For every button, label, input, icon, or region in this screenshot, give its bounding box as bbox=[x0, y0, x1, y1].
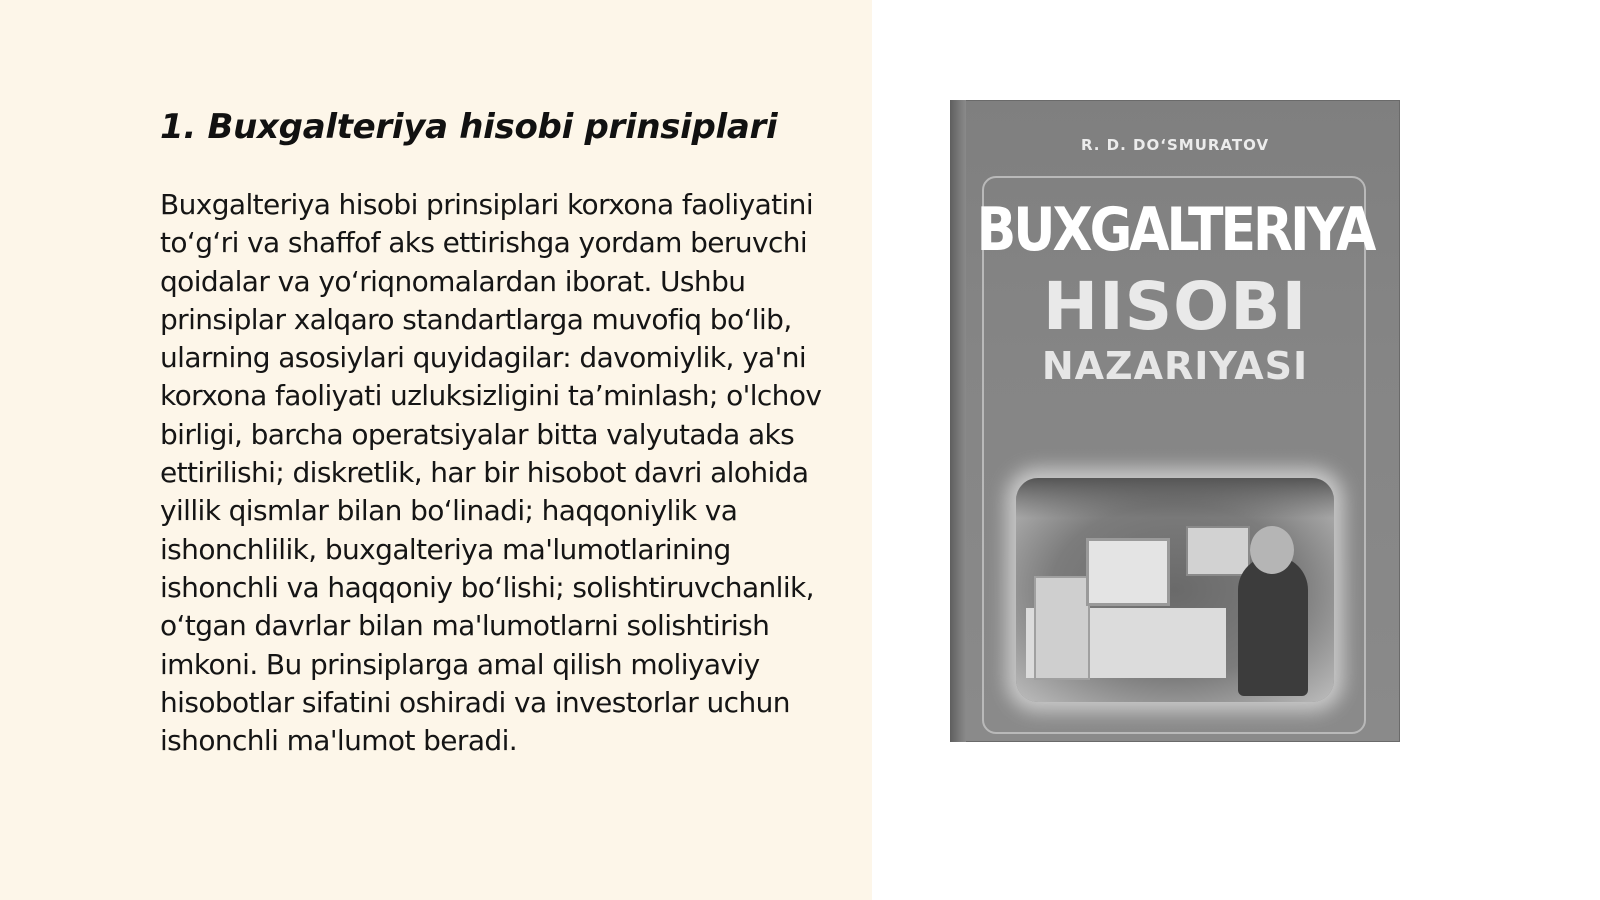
book-cover-image bbox=[950, 100, 1400, 742]
photo-monitor-back bbox=[1186, 526, 1250, 576]
book-title-line-3: NAZARIYASI bbox=[1041, 344, 1309, 388]
slide-title: 1. Buxgalteriya hisobi prinsiplari bbox=[160, 107, 778, 147]
photo-monitor bbox=[1086, 538, 1170, 606]
photo-computer-tower bbox=[1034, 576, 1090, 680]
book-cover-office-photo bbox=[1016, 478, 1334, 702]
book-author: R. D. DO‘SMURATOV bbox=[1080, 136, 1270, 154]
photo-background-shadow bbox=[1016, 478, 1334, 518]
photo-person-head bbox=[1250, 526, 1294, 574]
book-title-line-2: HISOBI bbox=[1042, 268, 1308, 345]
slide-body-text: Buxgalteriya hisobi prinsiplari korxona faoliyatini to‘g‘ri va shaffof aks ettirishga yordam beruvchi qoidalar va yo‘riqnomalardan iborat. Ushbu prinsiplar xalqaro standartlarga muvofiq bo‘lib, ularning asosiylari quyidagilar: davomiylik, ya'ni korxona faoliyati uzluksizligini ta’minlash; o'lchov birligi, barcha operatsiyalar bitta valyutada aks ettirilishi; diskretlik, har bir hisobot davri alohida yillik qismlar bilan bo‘linadi; haqqoniylik va ishonchlilik, buxgalteriya ma'lumotlarining ishonchli va haqqoniy bo‘lishi; solishtiruvchanlik, o‘tgan davrlar bilan ma'lumotlarni solishtirish imkoni. Bu prinsiplarga amal qilish moliyaviy hisobotlar sifatini oshiradi va investorlar uchun ishonchli ma'lumot beradi. bbox=[160, 188, 822, 758]
book-title-line-1: BUXGALTERIYA bbox=[976, 196, 1374, 265]
photo-person bbox=[1238, 556, 1308, 696]
